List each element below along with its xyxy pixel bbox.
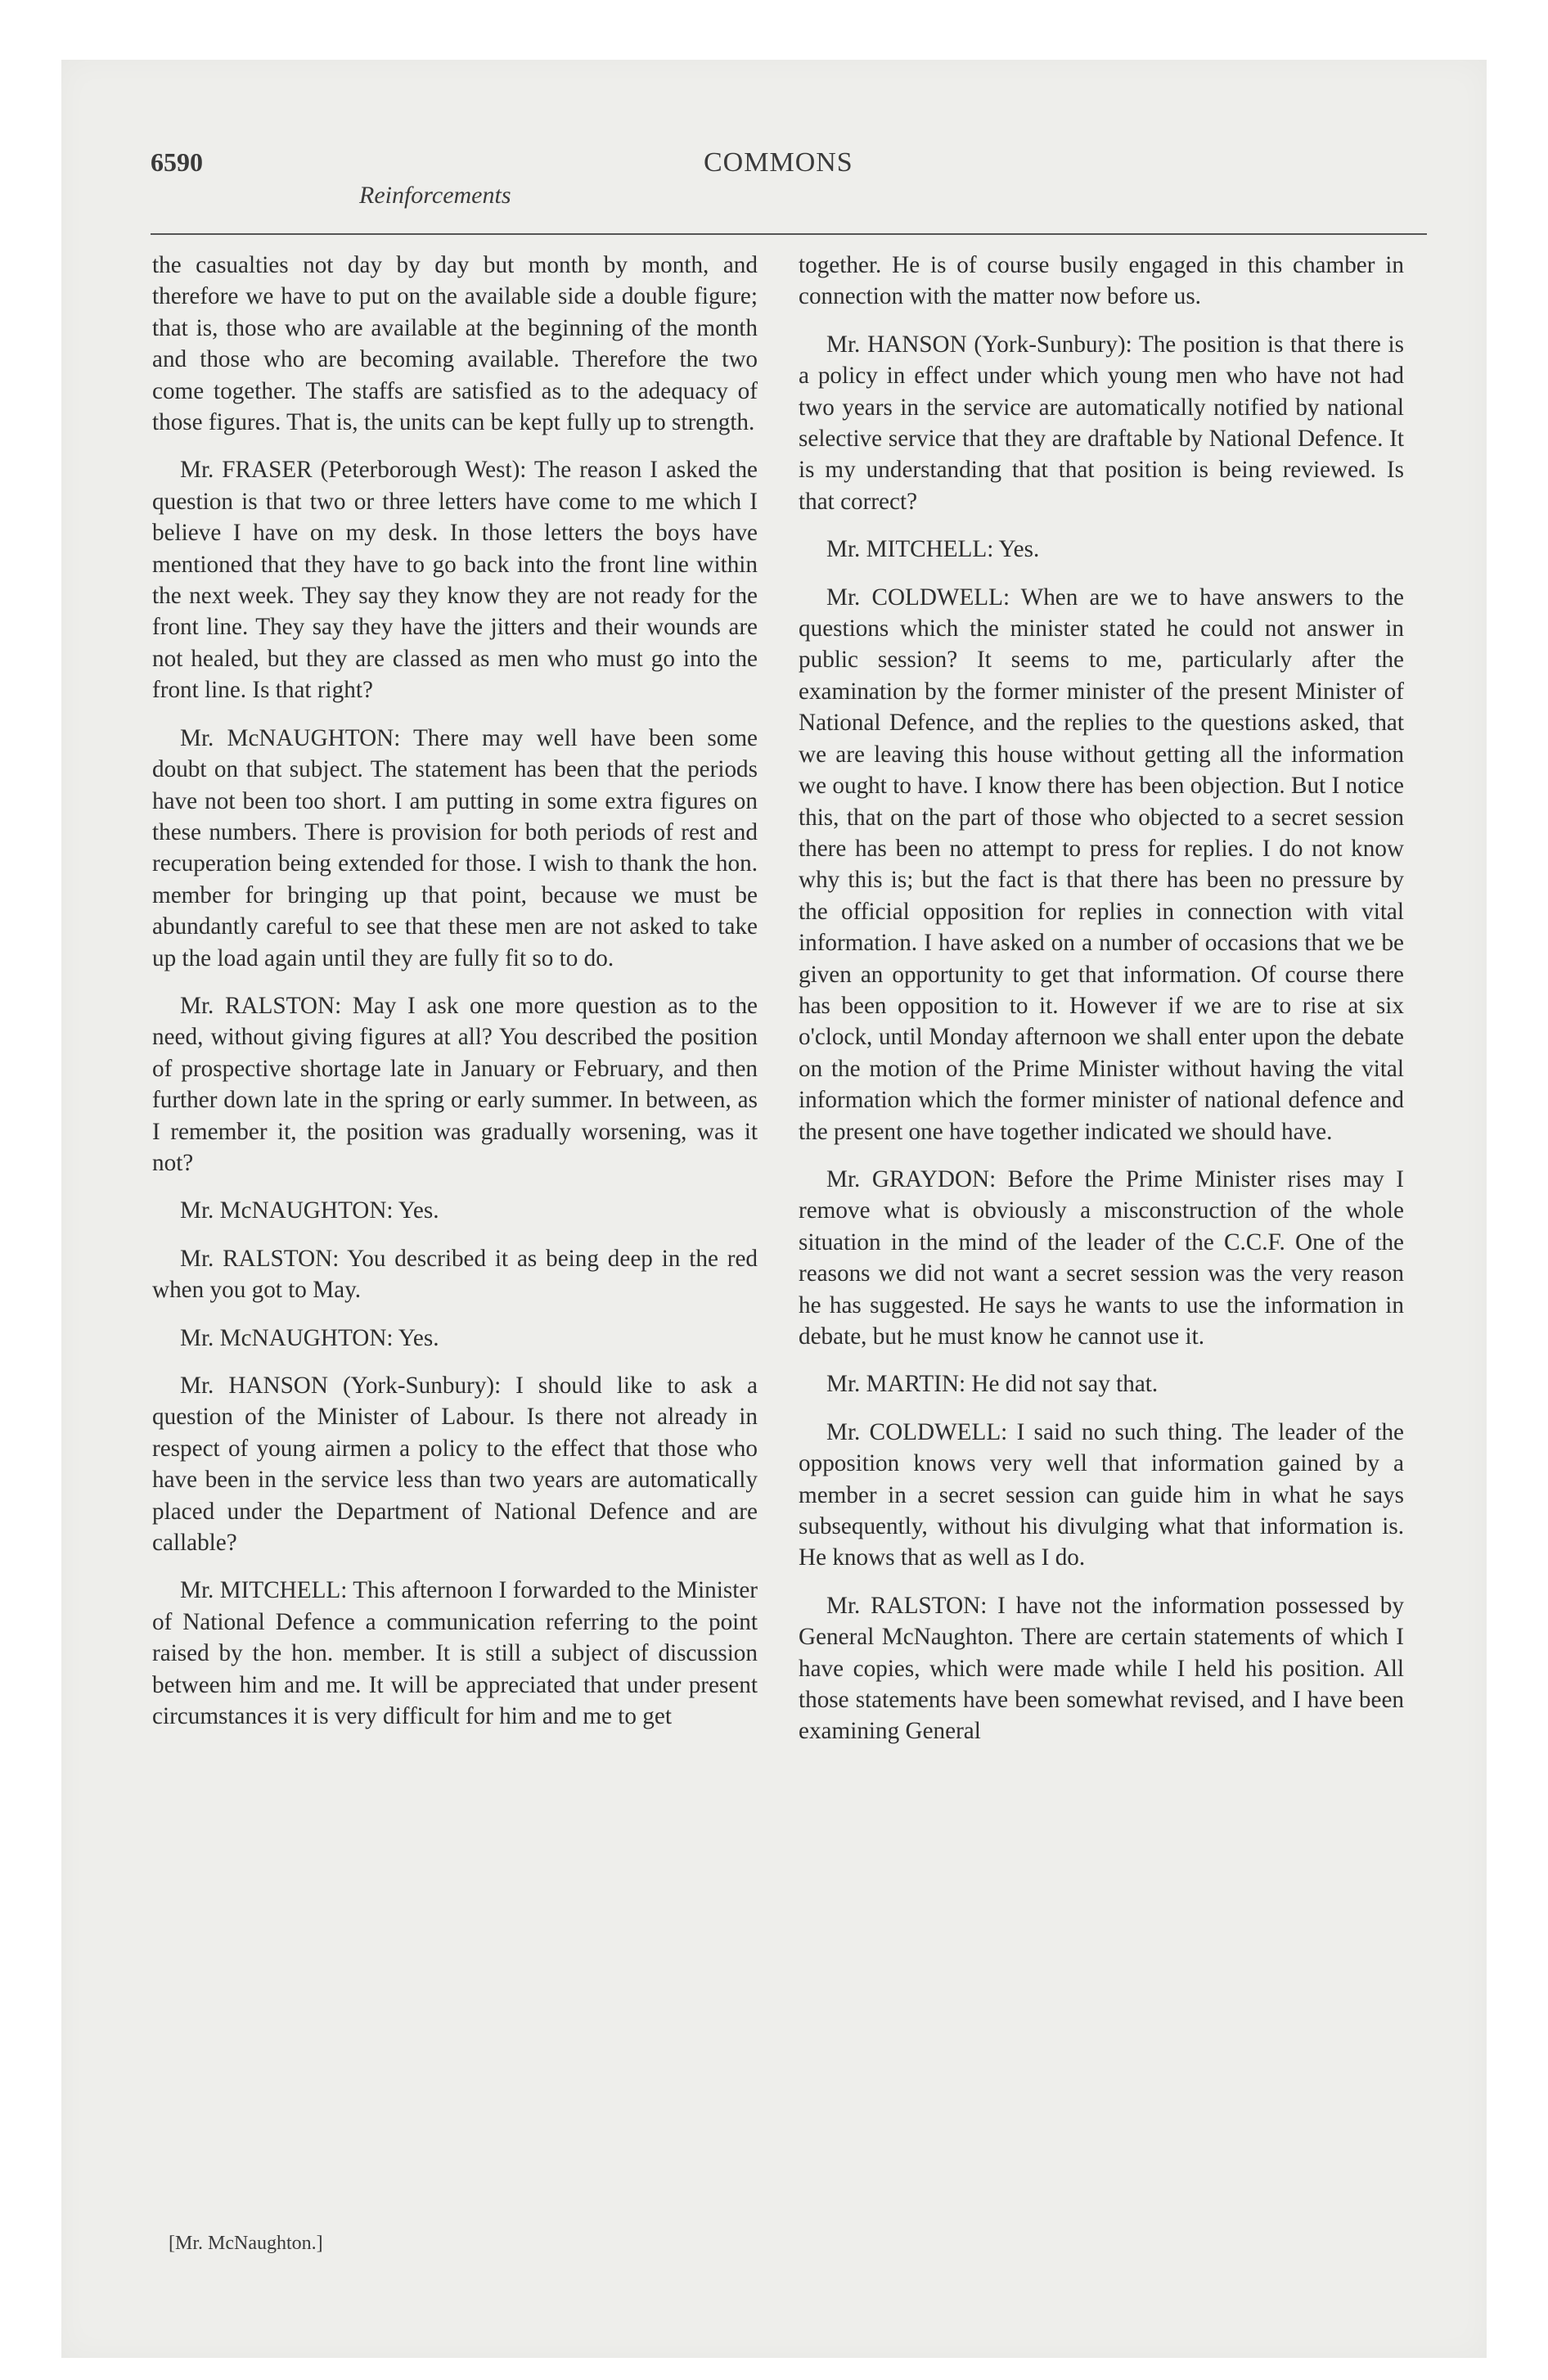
page-header <box>151 139 1427 229</box>
paragraph: Mr. McNAUGHTON: There may well have been some doubt on that subject. The statement has been that the periods have not been too short. I am putting in some extra figures on these numbers. There is provision for both periods of rest and recuperation being extended for those. I wish to thank the hon. member for bringing up that point, because we must be abundantly careful to see that these men are not asked to take up the load again until they are fully fit so to do. <box>152 724 758 971</box>
header-rule <box>151 233 1427 235</box>
paragraph: Mr. MITCHELL: Yes. <box>826 536 1040 563</box>
paragraph: Mr. McNAUGHTON: Yes. <box>180 1197 439 1224</box>
page-number: 6590 <box>151 147 203 177</box>
paragraph: Mr. McNAUGHTON: Yes. <box>180 1324 439 1351</box>
paragraph: together. He is of course busily engaged in this chamber in connection with the matter now before us. <box>799 252 1404 310</box>
paragraph: Mr. RALSTON: I have not the information possessed by General McNaughton. There are certain statements of which I have copies, which were made while I held his position. All those statements have been somewhat revised, and I have been examining General <box>799 1592 1404 1745</box>
running-head: COMMONS <box>704 147 853 178</box>
paragraph: Mr. COLDWELL: I said no such thing. The leader of the opposition knows very well that information gained by a member in a secret session can guide him in what he says subsequently, without his divulging what that information is. He knows that as well as I do. <box>799 1418 1404 1571</box>
paragraph: Mr. MARTIN: He did not say that. <box>826 1371 1159 1398</box>
paragraph: Mr. HANSON (York-Sunbury): I should like to ask a question of the Minister of Labour. Is there not already in respect of young airmen a policy to the effect that those who have been in the service less than two years are automatically placed under the Department of National Defence and are callable? <box>152 1373 758 1557</box>
paragraph: the casualties not day by day but month by month, and therefore we have to put on the available side a double figure; that is, those who are available at the beginning of the month and those who are becoming available. Therefore the two come together. The staffs are satisfied as to the adequacy of those figures. That is, the units can be kept fully up to strength. <box>152 252 758 436</box>
right-column <box>799 250 1404 1764</box>
paragraph: Mr. HANSON (York-Sunbury): The position is that there is a policy in effect under which young men who have not had two years in the service are automatically notified by national selective service that they are draftable by National Defence. It is my understanding that that position is being reviewed. Is that correct? <box>799 331 1404 515</box>
paragraph: Mr. GRAYDON: Before the Prime Minister rises may I remove what is obviously a misconstruction of the whole situation in the mind of the leader of the C.C.F. One of the reasons we did not want a secret session was the very reason he has suggested. He says he wants to use the information in debate, but he must know he cannot use it. <box>799 1165 1404 1350</box>
paragraph: Mr. RALSTON: May I ask one more question as to the need, without giving figures at all? You described the position of prospective shortage late in January or February, and then further down late in the spring or early summer. In between, as I remember it, the position was gradually worsening, was it not? <box>152 992 758 1176</box>
section-title: Reinforcements <box>359 182 511 209</box>
paragraph: Mr. FRASER (Peterborough West): The reason I asked the question is that two or three letters have come to me which I believe I have on my desk. In those letters the boys have mentioned that they have to go back into the front line within the next week. They say they know they are not ready for the front line. They say they have the jitters and their wounds are not healed, but they are classed as men who must go into the front line. Is that right? <box>152 457 758 704</box>
paragraph: Mr. COLDWELL: When are we to have answers to the questions which the minister stated he could not answer in public session? It seems to me, particularly after the examination by the former minister of the present Minister of National Defence, and the replies to the questions asked, that we are leaving this house without getting all the information we ought to have. I know there has been objection. But I notice this, that on the part of those who objected to a secret session there has been no attempt to press for replies. I do not know why this is; but the fact is that there has been no pressure by the official opposition for replies in connection with vital information. I have asked on a number of occasions that we be given an opportunity to get that information. Of course there has been opposition to it. However if we are to rise at six o'clock, until Monday afternoon we shall enter upon the debate on the motion of the Prime Minister without having the vital information which the former minister of national defence and the present one have together indicated we should have. <box>799 584 1404 1145</box>
left-column <box>152 250 758 1748</box>
speaker-footnote: [Mr. McNaughton.] <box>169 2233 323 2254</box>
paragraph: Mr. RALSTON: You described it as being deep in the red when you got to May. <box>152 1245 758 1304</box>
paragraph: Mr. MITCHELL: This afternoon I forwarded to the Minister of National Defence a communication referring to the point raised by the hon. member. It is still a subject of discussion between him and me. It will be appreciated that under present circumstances it is very difficult for him and me to get <box>152 1577 758 1730</box>
